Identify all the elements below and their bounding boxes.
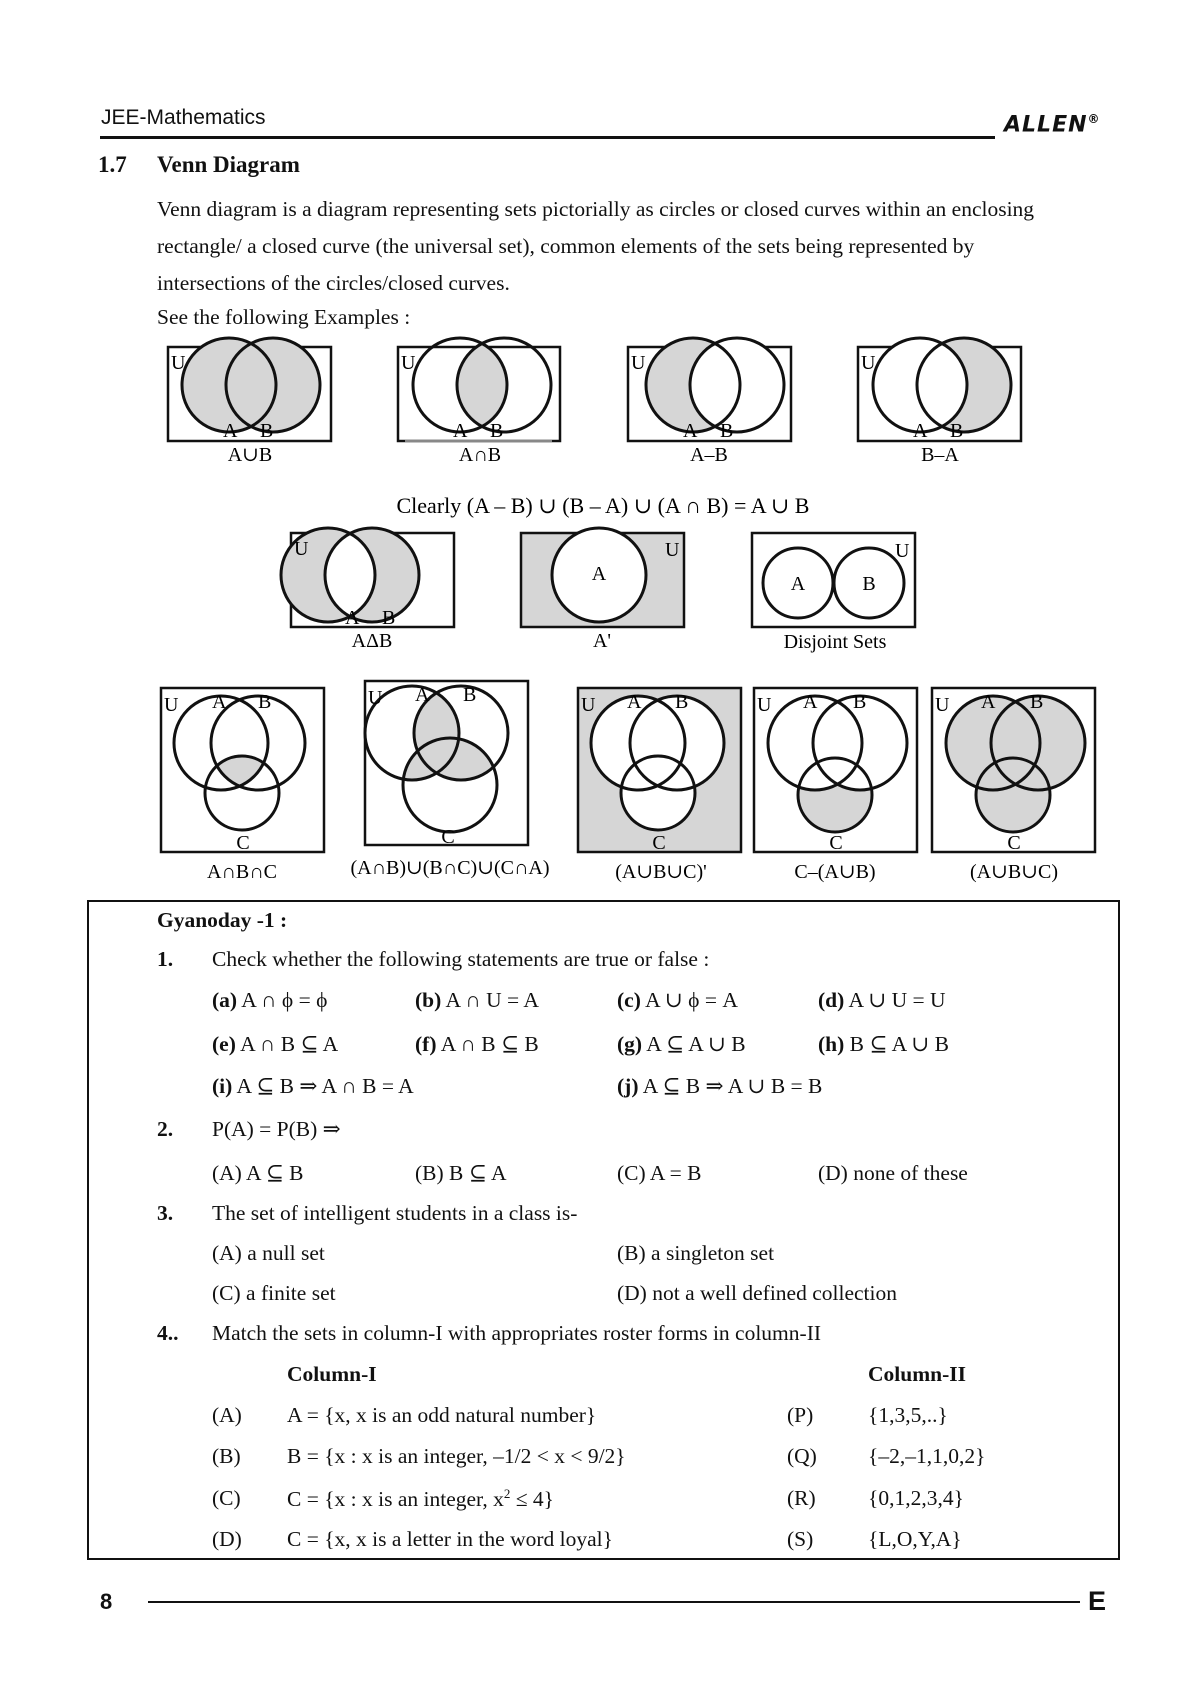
caption: A–B [690, 444, 728, 466]
edition-mark: E [1088, 1586, 1107, 1616]
label-a: A [591, 563, 607, 585]
label-u: U [171, 352, 186, 374]
label-c: C [236, 832, 250, 854]
label-u: U [164, 694, 179, 716]
label-a: A [981, 691, 996, 713]
brand-logo: ALLEN® [1004, 112, 1101, 138]
label-a: A [627, 691, 642, 713]
match-row-set: C = {x, x is a letter in the word loyal} [287, 1527, 613, 1551]
label-a: A [790, 573, 806, 595]
caption: (A∪B∪C)' [615, 861, 707, 883]
match-row-label: (D) [212, 1527, 242, 1551]
label-a: A [223, 420, 238, 442]
label-a: A [803, 691, 818, 713]
label-b: B [720, 420, 734, 442]
venn-c-minus-union [754, 688, 917, 883]
label-b: B [490, 420, 504, 442]
caption: A∩B [458, 444, 502, 466]
q3-option: (B) a singleton set [617, 1241, 775, 1265]
section-title: Venn Diagram [157, 152, 300, 177]
caption: (A∩B)∪(B∩C)∪(C∩A) [350, 857, 550, 879]
match-row-key: (R) [787, 1486, 816, 1510]
venn-pairwise-intersections [350, 681, 549, 879]
label-a: A [212, 691, 227, 713]
venn-a-minus-b [628, 338, 791, 466]
match-row-set: A = {x, x is an odd natural number} [287, 1403, 597, 1427]
q1-item: (b) A ∩ U = A [415, 988, 539, 1012]
label-b: B [853, 691, 867, 713]
venn-symmetric-difference [281, 528, 454, 652]
label-c: C [1007, 832, 1021, 854]
venn-union-complement [578, 688, 741, 883]
match-row-roster: {L,O,Y,A} [868, 1527, 962, 1551]
label-b: B [862, 573, 876, 595]
q3-option: (D) not a well defined collection [617, 1281, 897, 1305]
match-row-key: (P) [787, 1403, 814, 1427]
q4-number: 4.. [157, 1321, 179, 1345]
q4-text: Match the sets in column-I with appropriates roster forms in column-II [212, 1321, 822, 1345]
label-u: U [631, 352, 646, 374]
column-1-header: Column-I [287, 1362, 377, 1386]
caption: Disjoint Sets [783, 631, 887, 653]
q1-item: (c) A ∪ ϕ = A [617, 988, 738, 1012]
label-c: C [441, 826, 455, 848]
q1-number: 1. [157, 947, 174, 971]
label-u: U [757, 694, 772, 716]
q2-option: (B) B ⊆ A [415, 1161, 507, 1185]
q3-option: (A) a null set [212, 1241, 325, 1265]
q1-item: (d) A ∪ U = U [818, 988, 946, 1012]
label-a: A [453, 420, 468, 442]
label-u: U [294, 538, 309, 560]
section-paragraph: Venn diagram is a diagram representing sets pictorially as circles or closed curves within an enclosing rectangle/ a closed curve (the universal set), common elements of the sets being represented by intersections of the circles/closed curves. [157, 197, 1035, 295]
label-b: B [950, 420, 964, 442]
q2-number: 2. [157, 1117, 174, 1141]
caption: (A∪B∪C) [970, 861, 1058, 883]
venn-b-minus-a [858, 338, 1021, 466]
label-b: B [258, 691, 272, 713]
q1-item: (j) A ⊆ B ⇒ A ∪ B = B [617, 1074, 823, 1098]
column-2-header: Column-II [868, 1362, 966, 1386]
label-u: U [895, 540, 910, 562]
q1-item: (e) A ∩ B ⊆ A [212, 1032, 339, 1056]
section-number: 1.7 [98, 152, 127, 177]
label-a: A [345, 607, 360, 629]
label-c: C [652, 832, 666, 854]
label-a: A [415, 684, 430, 706]
label-b: B [675, 691, 689, 713]
match-row-key: (S) [787, 1527, 814, 1551]
label-b: B [260, 420, 274, 442]
match-row-roster: {–2,–1,1,0,2} [868, 1444, 986, 1468]
examples-intro: See the following Examples : [157, 305, 411, 329]
venn-disjoint-sets [752, 533, 915, 653]
match-row-label: (C) [212, 1486, 241, 1510]
q3-option: (C) a finite set [212, 1281, 336, 1305]
caption: B–A [921, 444, 959, 466]
q1-item: (g) A ⊆ A ∪ B [617, 1032, 746, 1056]
caption: A∪B [227, 444, 273, 466]
q3-number: 3. [157, 1201, 174, 1225]
match-row-key: (Q) [787, 1444, 817, 1468]
page-number: 8 [100, 1589, 113, 1614]
match-row-set: B = {x : x is an integer, –1/2 < x < 9/2} [287, 1444, 626, 1468]
label-b: B [1030, 691, 1044, 713]
q1-item: (f) A ∩ B ⊆ B [415, 1032, 539, 1056]
label-u: U [581, 694, 596, 716]
q2-text: P(A) = P(B) ⇒ [212, 1117, 341, 1141]
caption: A' [592, 630, 612, 652]
q2-option: (C) A = B [617, 1161, 702, 1185]
caption: A∩B∩C [206, 861, 278, 883]
label-u: U [861, 352, 876, 374]
label-a: A [683, 420, 698, 442]
label-u: U [665, 539, 680, 561]
venn-triple-intersection [161, 688, 324, 883]
caption: C–(A∪B) [794, 861, 876, 883]
q1-text: Check whether the following statements are true or false : [212, 947, 710, 971]
match-row-roster: {1,3,5,..} [868, 1403, 948, 1427]
venn-complement-a [521, 528, 684, 652]
label-u: U [368, 687, 383, 709]
label-b: B [463, 684, 477, 706]
q3-text: The set of intelligent students in a class is- [212, 1201, 578, 1225]
venn-a-union-b [168, 338, 331, 466]
venn-triple-union [932, 688, 1095, 883]
union-identity: Clearly (A – B) ∪ (B – A) ∪ (A ∩ B) = A ∪ B [396, 493, 810, 518]
header-title: JEE-Mathematics [101, 106, 266, 129]
match-row-label: (B) [212, 1444, 241, 1468]
q1-item: (i) A ⊆ B ⇒ A ∩ B = A [212, 1074, 414, 1098]
q1-item: (h) B ⊆ A ∪ B [818, 1032, 950, 1056]
footer-rule [148, 1601, 1080, 1603]
label-c: C [829, 832, 843, 854]
label-u: U [935, 694, 950, 716]
q2-option: (D) none of these [818, 1161, 968, 1185]
venn-a-intersect-b [398, 338, 560, 466]
label-b: B [382, 607, 396, 629]
label-a: A [913, 420, 928, 442]
match-row-set: C = {x : x is an integer, $x^2 \le 4$} [287, 1486, 554, 1512]
exercise-title: Gyanoday -1 : [157, 908, 288, 932]
q1-item: (a) A ∩ ϕ = ϕ [212, 988, 328, 1012]
match-row-roster: {0,1,2,3,4} [868, 1486, 964, 1510]
match-row-label: (A) [212, 1403, 242, 1427]
q2-option: (A) A ⊆ B [212, 1161, 304, 1185]
caption: AΔB [351, 630, 393, 652]
label-u: U [401, 352, 416, 374]
